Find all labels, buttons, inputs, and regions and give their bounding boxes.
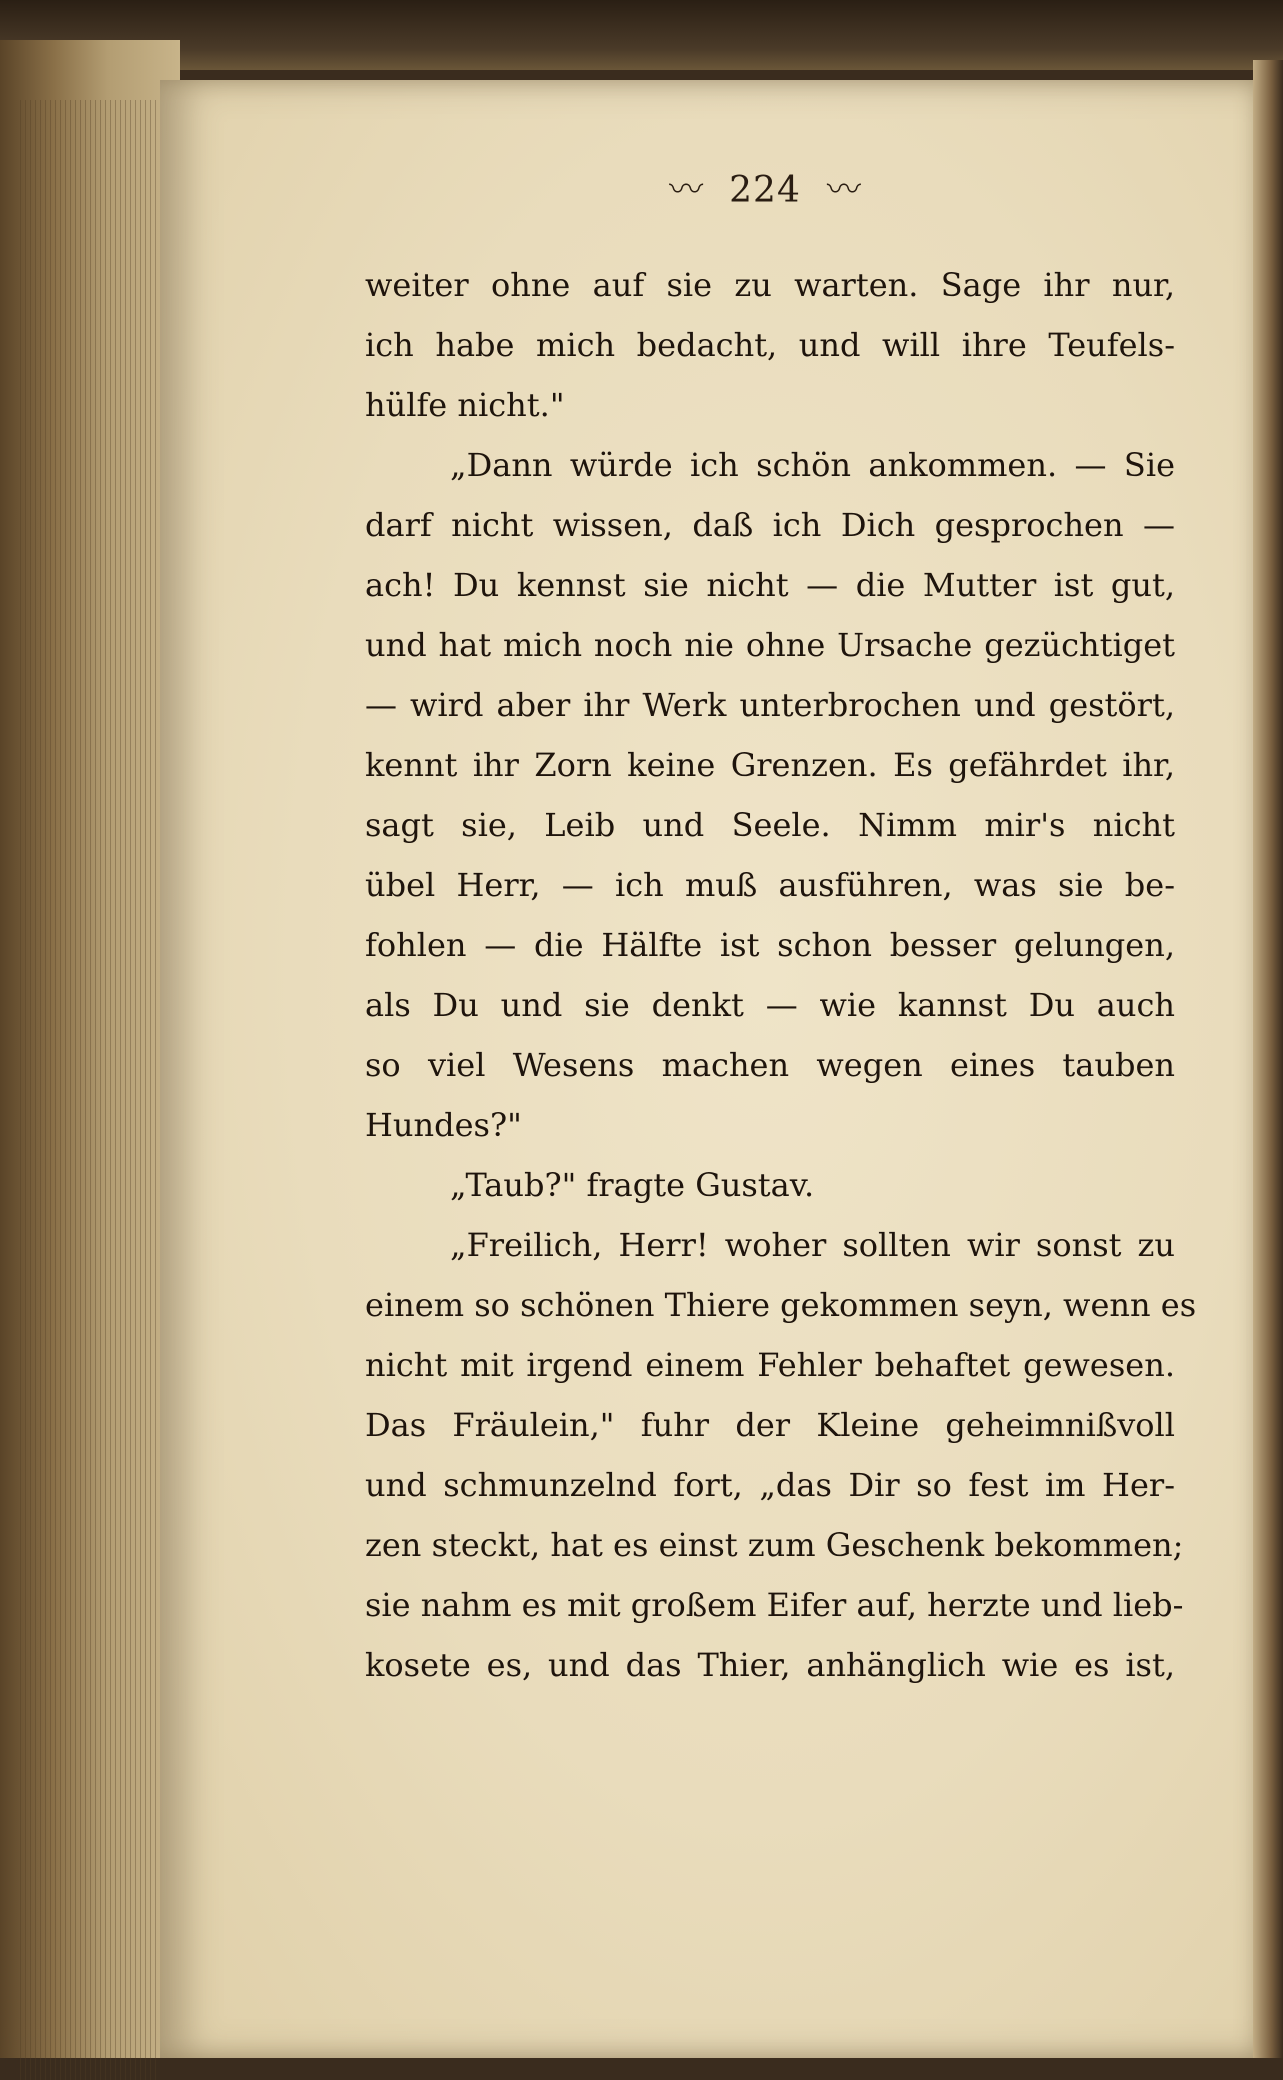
text-line: weiter ohne auf sie zu warten. Sage ihr nur,	[365, 266, 1175, 304]
book-cover-top	[0, 0, 1283, 70]
body-text	[365, 255, 1197, 1695]
page-number: 224	[729, 169, 801, 211]
text-line: so viel Wesens machen wegen eines tauben	[365, 1046, 1175, 1084]
text-line: Das Fräulein," fuhr der Kleine geheimnißvoll	[365, 1406, 1175, 1444]
text-line: Hundes?"	[365, 1106, 522, 1144]
text-line: und hat mich noch nie ohne Ursache gezüchtiget	[365, 626, 1175, 664]
text-line: und schmunzelnd fort, „das Dir so fest im Her-	[365, 1466, 1175, 1504]
text-line: zen steckt, hat es einst zum Geschenk bekommen;	[365, 1526, 1184, 1564]
text-line: nicht mit irgend einem Fehler behaftet gewesen.	[365, 1346, 1175, 1384]
ornament-left-icon: 〰	[669, 170, 704, 210]
book-cover-right	[1253, 60, 1283, 2058]
text-line: darf nicht wissen, daß ich Dich gesprochen —	[365, 506, 1175, 544]
text-line: hülfe nicht."	[365, 386, 565, 424]
text-line: — wird aber ihr Werk unterbrochen und gestört,	[365, 686, 1175, 724]
text-line: ich habe mich bedacht, und will ihre Teufels-	[365, 326, 1175, 364]
text-line: „Taub?" fragte Gustav.	[450, 1166, 815, 1204]
book-page-edges	[0, 40, 180, 2058]
text-line: sie nahm es mit großem Eifer auf, herzte und lieb-	[365, 1586, 1184, 1624]
text-line: kennt ihr Zorn keine Grenzen. Es gefährdet ihr,	[365, 746, 1175, 784]
page-header	[620, 160, 910, 220]
text-line: kosete es, und das Thier, anhänglich wie es ist,	[365, 1646, 1175, 1684]
text-line: „Dann würde ich schön ankommen. — Sie	[450, 446, 1175, 484]
text-line: einem so schönen Thiere gekommen seyn, wenn es	[365, 1286, 1197, 1324]
text-line: als Du und sie denkt — wie kannst Du auch	[365, 986, 1175, 1024]
text-line: ach! Du kennst sie nicht — die Mutter ist gut,	[365, 566, 1175, 604]
text-line: „Freilich, Herr! woher sollten wir sonst zu	[450, 1226, 1175, 1264]
page-edge-texture	[20, 100, 160, 2080]
text-line: sagt sie, Leib und Seele. Nimm mir's nicht	[365, 806, 1175, 844]
ornament-right-icon: 〰	[826, 170, 861, 210]
text-line: übel Herr, — ich muß ausführen, was sie be-	[365, 866, 1175, 904]
text-line: fohlen — die Hälfte ist schon besser gelungen,	[365, 926, 1175, 964]
